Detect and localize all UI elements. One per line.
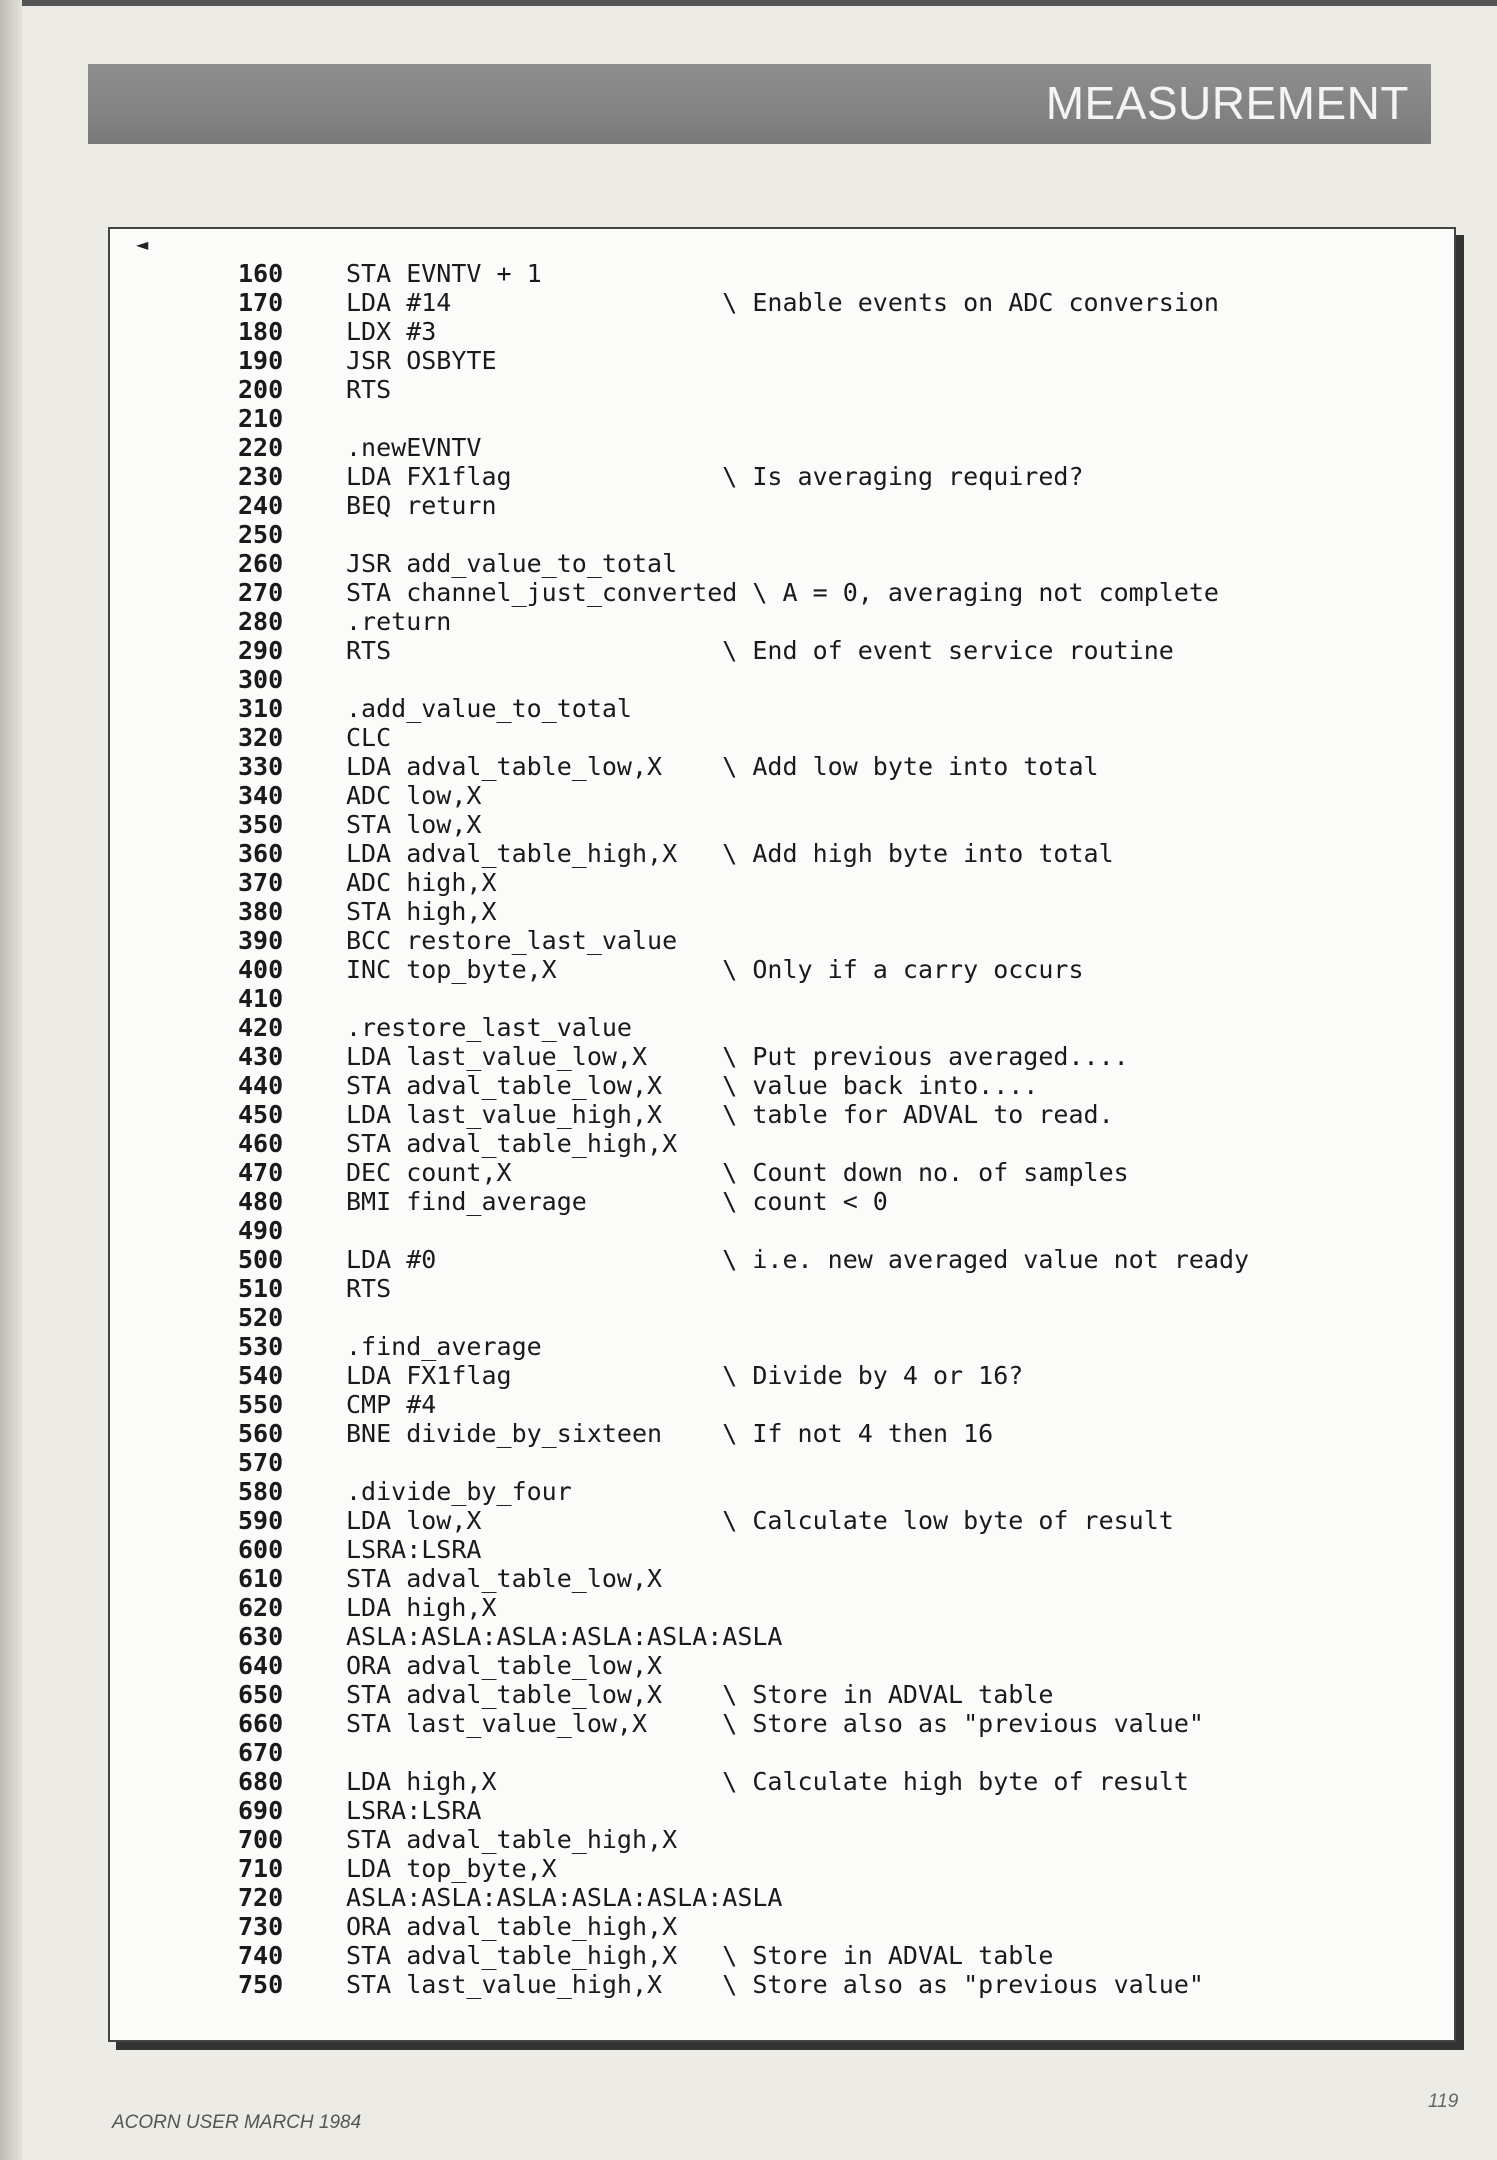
code-text: STA last_value_high,X \ Store also as "previous value" [346, 1970, 1204, 1999]
line-number: 620 [238, 1593, 284, 1622]
code-text: LDA last_value_high,X \ table for ADVAL to read. [346, 1100, 1114, 1129]
line-number: 720 [238, 1883, 284, 1912]
code-line [238, 1941, 1249, 1970]
code-text: JSR add_value_to_total [346, 549, 678, 578]
code-text: BMI find_average \ count < 0 [346, 1187, 888, 1216]
code-line [238, 607, 1249, 636]
line-number: 420 [238, 1013, 284, 1042]
line-number: 270 [238, 578, 284, 607]
code-line [238, 810, 1249, 839]
code-text: STA EVNTV + 1 [346, 259, 542, 288]
line-number: 250 [238, 520, 284, 549]
code-line [238, 1448, 1249, 1477]
page-spine-shadow [0, 0, 22, 2160]
code-line [238, 1622, 1249, 1651]
code-text: STA channel_just_converted \ A = 0, averaging not complete [346, 578, 1219, 607]
program-listing-box [108, 227, 1456, 2042]
code-text: ASLA:ASLA:ASLA:ASLA:ASLA:ASLA [346, 1883, 783, 1912]
code-line [238, 433, 1249, 462]
code-line [238, 723, 1249, 752]
code-line [238, 1013, 1249, 1042]
code-line [238, 1332, 1249, 1361]
code-line [238, 1245, 1249, 1274]
code-text: LDA FX1flag \ Divide by 4 or 16? [346, 1361, 1024, 1390]
line-number: 750 [238, 1970, 284, 1999]
code-text: LDA low,X \ Calculate low byte of result [346, 1506, 1174, 1535]
code-text: ADC high,X [346, 868, 497, 897]
line-number: 540 [238, 1361, 284, 1390]
code-text: ADC low,X [346, 781, 482, 810]
code-text: RTS [346, 1274, 392, 1303]
line-number: 170 [238, 288, 284, 317]
line-number: 490 [238, 1216, 284, 1245]
code-line [238, 491, 1249, 520]
code-text: LDA top_byte,X [346, 1854, 557, 1883]
code-line [238, 1216, 1249, 1245]
line-number: 640 [238, 1651, 284, 1680]
code-line [238, 897, 1249, 926]
code-text: ORA adval_table_low,X [346, 1651, 663, 1680]
code-line [238, 1506, 1249, 1535]
code-line [238, 1970, 1249, 1999]
code-line [238, 868, 1249, 897]
code-text: STA adval_table_low,X \ Store in ADVAL table [346, 1680, 1054, 1709]
code-line [238, 1796, 1249, 1825]
line-number: 310 [238, 694, 284, 723]
code-line [238, 404, 1249, 433]
top-rule [0, 0, 1497, 6]
line-number: 570 [238, 1448, 284, 1477]
line-number: 510 [238, 1274, 284, 1303]
code-text: .restore_last_value [346, 1013, 632, 1042]
code-line [238, 1477, 1249, 1506]
code-text: LDA high,X \ Calculate high byte of result [346, 1767, 1189, 1796]
code-text: LDA #0 \ i.e. new averaged value not ready [346, 1245, 1250, 1274]
code-text: LDX #3 [346, 317, 437, 346]
line-number: 580 [238, 1477, 284, 1506]
code-text: CLC [346, 723, 392, 752]
code-line [238, 1187, 1249, 1216]
code-text: CMP #4 [346, 1390, 437, 1419]
continuation-arrow-icon: ◄ [136, 235, 149, 254]
line-number: 430 [238, 1042, 284, 1071]
code-line [238, 665, 1249, 694]
section-header-band [88, 64, 1431, 144]
line-number: 500 [238, 1245, 284, 1274]
line-number: 320 [238, 723, 284, 752]
line-number: 160 [238, 259, 284, 288]
code-line [238, 1738, 1249, 1767]
page-number: 119 [1428, 2091, 1459, 2112]
line-number: 410 [238, 984, 284, 1013]
line-number: 180 [238, 317, 284, 346]
code-text: ASLA:ASLA:ASLA:ASLA:ASLA:ASLA [346, 1622, 783, 1651]
line-number: 690 [238, 1796, 284, 1825]
code-line [238, 1825, 1249, 1854]
line-number: 680 [238, 1767, 284, 1796]
code-text: LDA adval_table_high,X \ Add high byte into total [346, 839, 1114, 868]
line-number: 700 [238, 1825, 284, 1854]
line-number: 350 [238, 810, 284, 839]
code-text: BNE divide_by_sixteen \ If not 4 then 16 [346, 1419, 994, 1448]
line-number: 600 [238, 1535, 284, 1564]
line-number: 450 [238, 1100, 284, 1129]
code-line [238, 259, 1249, 288]
code-text: LDA adval_table_low,X \ Add low byte into total [346, 752, 1099, 781]
code-line [238, 839, 1249, 868]
code-line [238, 288, 1249, 317]
code-line [238, 984, 1249, 1013]
line-number: 460 [238, 1129, 284, 1158]
code-text: LDA #14 \ Enable events on ADC conversion [346, 288, 1219, 317]
line-number: 210 [238, 404, 284, 433]
code-line [238, 549, 1249, 578]
code-line [238, 1361, 1249, 1390]
code-line [238, 1158, 1249, 1187]
code-listing [238, 259, 1249, 1999]
code-text: STA high,X [346, 897, 497, 926]
code-line [238, 926, 1249, 955]
line-number: 530 [238, 1332, 284, 1361]
code-line [238, 520, 1249, 549]
line-number: 290 [238, 636, 284, 665]
code-line [238, 1767, 1249, 1796]
code-line [238, 1883, 1249, 1912]
code-line [238, 462, 1249, 491]
code-line [238, 1303, 1249, 1332]
line-number: 440 [238, 1071, 284, 1100]
line-number: 610 [238, 1564, 284, 1593]
code-text: LSRA:LSRA [346, 1796, 482, 1825]
code-text: STA low,X [346, 810, 482, 839]
code-text: STA adval_table_low,X [346, 1564, 663, 1593]
code-text: STA adval_table_high,X \ Store in ADVAL table [346, 1941, 1054, 1970]
code-line [238, 1419, 1249, 1448]
code-line [238, 317, 1249, 346]
code-line [238, 636, 1249, 665]
line-number: 360 [238, 839, 284, 868]
line-number: 380 [238, 897, 284, 926]
line-number: 390 [238, 926, 284, 955]
line-number: 730 [238, 1912, 284, 1941]
code-text: .find_average [346, 1332, 542, 1361]
code-text: .return [346, 607, 452, 636]
line-number: 260 [238, 549, 284, 578]
code-text: LSRA:LSRA [346, 1535, 482, 1564]
line-number: 340 [238, 781, 284, 810]
code-text: STA adval_table_low,X \ value back into.... [346, 1071, 1039, 1100]
section-title: MEASUREMENT [1045, 77, 1409, 129]
code-line [238, 1390, 1249, 1419]
line-number: 520 [238, 1303, 284, 1332]
code-line [238, 1535, 1249, 1564]
code-line [238, 1680, 1249, 1709]
code-line [238, 1593, 1249, 1622]
code-text: BCC restore_last_value [346, 926, 678, 955]
line-number: 200 [238, 375, 284, 404]
line-number: 230 [238, 462, 284, 491]
line-number: 630 [238, 1622, 284, 1651]
code-text: LDA FX1flag \ Is averaging required? [346, 462, 1084, 491]
code-line [238, 1912, 1249, 1941]
line-number: 550 [238, 1390, 284, 1419]
line-number: 650 [238, 1680, 284, 1709]
code-text: RTS [346, 375, 392, 404]
line-number: 190 [238, 346, 284, 375]
code-text: JSR OSBYTE [346, 346, 497, 375]
code-text: LDA last_value_low,X \ Put previous averaged.... [346, 1042, 1129, 1071]
line-number: 670 [238, 1738, 284, 1767]
line-number: 660 [238, 1709, 284, 1738]
code-text: STA adval_table_high,X [346, 1825, 678, 1854]
code-line [238, 1854, 1249, 1883]
code-line [238, 1274, 1249, 1303]
code-text: .newEVNTV [346, 433, 482, 462]
line-number: 560 [238, 1419, 284, 1448]
code-line [238, 346, 1249, 375]
code-line [238, 955, 1249, 984]
code-line [238, 752, 1249, 781]
line-number: 400 [238, 955, 284, 984]
code-line [238, 1564, 1249, 1593]
line-number: 480 [238, 1187, 284, 1216]
code-line [238, 578, 1249, 607]
code-text: .add_value_to_total [346, 694, 632, 723]
code-text: STA last_value_low,X \ Store also as "previous value" [346, 1709, 1204, 1738]
code-line [238, 1042, 1249, 1071]
code-line [238, 781, 1249, 810]
code-text: LDA high,X [346, 1593, 497, 1622]
code-line [238, 1100, 1249, 1129]
code-text: STA adval_table_high,X [346, 1129, 678, 1158]
line-number: 330 [238, 752, 284, 781]
code-text: INC top_byte,X \ Only if a carry occurs [346, 955, 1084, 984]
code-line [238, 1129, 1249, 1158]
line-number: 240 [238, 491, 284, 520]
code-line [238, 375, 1249, 404]
code-text: DEC count,X \ Count down no. of samples [346, 1158, 1129, 1187]
code-line [238, 1651, 1249, 1680]
code-text: RTS \ End of event service routine [346, 636, 1174, 665]
line-number: 710 [238, 1854, 284, 1883]
code-text: ORA adval_table_high,X [346, 1912, 678, 1941]
line-number: 300 [238, 665, 284, 694]
code-line [238, 1709, 1249, 1738]
code-line [238, 694, 1249, 723]
code-text: .divide_by_four [346, 1477, 572, 1506]
line-number: 370 [238, 868, 284, 897]
line-number: 280 [238, 607, 284, 636]
publication-footer: ACORN USER MARCH 1984 [112, 2112, 362, 2133]
line-number: 740 [238, 1941, 284, 1970]
line-number: 470 [238, 1158, 284, 1187]
code-line [238, 1071, 1249, 1100]
code-text: BEQ return [346, 491, 497, 520]
line-number: 590 [238, 1506, 284, 1535]
line-number: 220 [238, 433, 284, 462]
